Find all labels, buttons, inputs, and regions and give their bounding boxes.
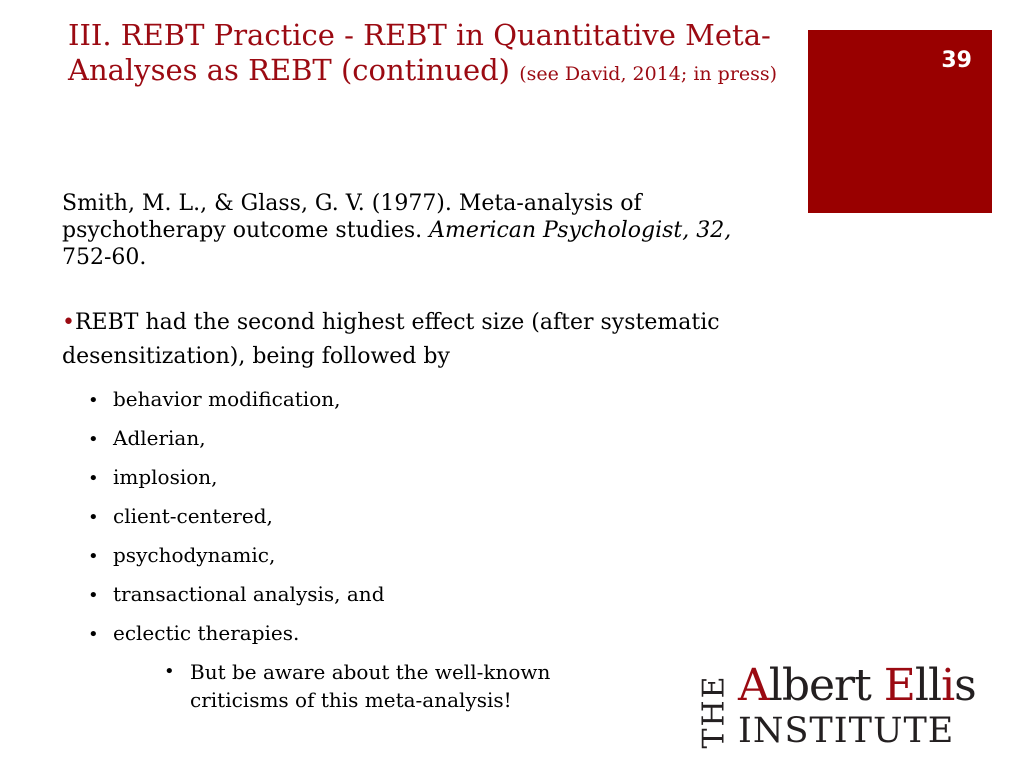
citation-text: Smith, M. L., & Glass, G. V. (1977). Meta-analysis of psychotherapy outcome studies. — [62, 191, 642, 243]
bullet-marker: • — [88, 429, 99, 450]
therapy-list — [88, 380, 385, 653]
bullet-marker: • — [88, 546, 99, 567]
logo-institute: INSTITUTE — [738, 711, 955, 751]
list-item — [88, 419, 385, 458]
slide-title — [68, 18, 788, 88]
list-item-text: Adlerian, — [113, 426, 206, 450]
bullet-marker: • — [88, 468, 99, 489]
list-item-text: implosion, — [113, 465, 218, 489]
page-number-box — [808, 30, 992, 213]
list-item — [88, 536, 385, 575]
list-item-text: transactional analysis, and — [113, 582, 385, 606]
list-item — [88, 458, 385, 497]
list-item — [88, 380, 385, 419]
bullet-marker: • — [88, 585, 99, 606]
nested-bullet-text: But be aware about the well-known criticisms of this meta-analysis! — [190, 660, 551, 712]
nested-bullet — [164, 658, 624, 714]
list-item — [88, 575, 385, 614]
bullet-marker: • — [88, 390, 99, 411]
title-note: (see David, 2014; in press) — [519, 63, 778, 85]
list-item-text: eclectic therapies. — [113, 621, 300, 645]
logo-the: THE — [696, 673, 732, 749]
lead-bullet — [62, 306, 722, 374]
title-text: III. REBT Practice - REBT in Quantitative Meta-Analyses as REBT (continued) — [68, 18, 771, 87]
bullet-marker: • — [88, 624, 99, 645]
list-item-text: behavior modification, — [113, 387, 341, 411]
list-item-text: psychodynamic, — [113, 543, 276, 567]
bullet-marker: • — [62, 310, 75, 335]
page-number: 39 — [941, 48, 972, 73]
list-item — [88, 497, 385, 536]
albert-ellis-institute-logo — [698, 660, 1018, 755]
bullet-marker: • — [164, 661, 175, 682]
bullet-marker: • — [88, 507, 99, 528]
lead-bullet-text: REBT had the second highest effect size (after systematic desensitization), being followed by — [62, 310, 720, 369]
citation-journal: American Psychologist, 32, — [429, 218, 732, 243]
logo-name: Albert Ellis — [738, 660, 976, 711]
list-item-text: client-centered, — [113, 504, 273, 528]
list-item — [88, 614, 385, 653]
citation — [62, 190, 782, 271]
citation-pages: 752-60. — [62, 245, 147, 270]
